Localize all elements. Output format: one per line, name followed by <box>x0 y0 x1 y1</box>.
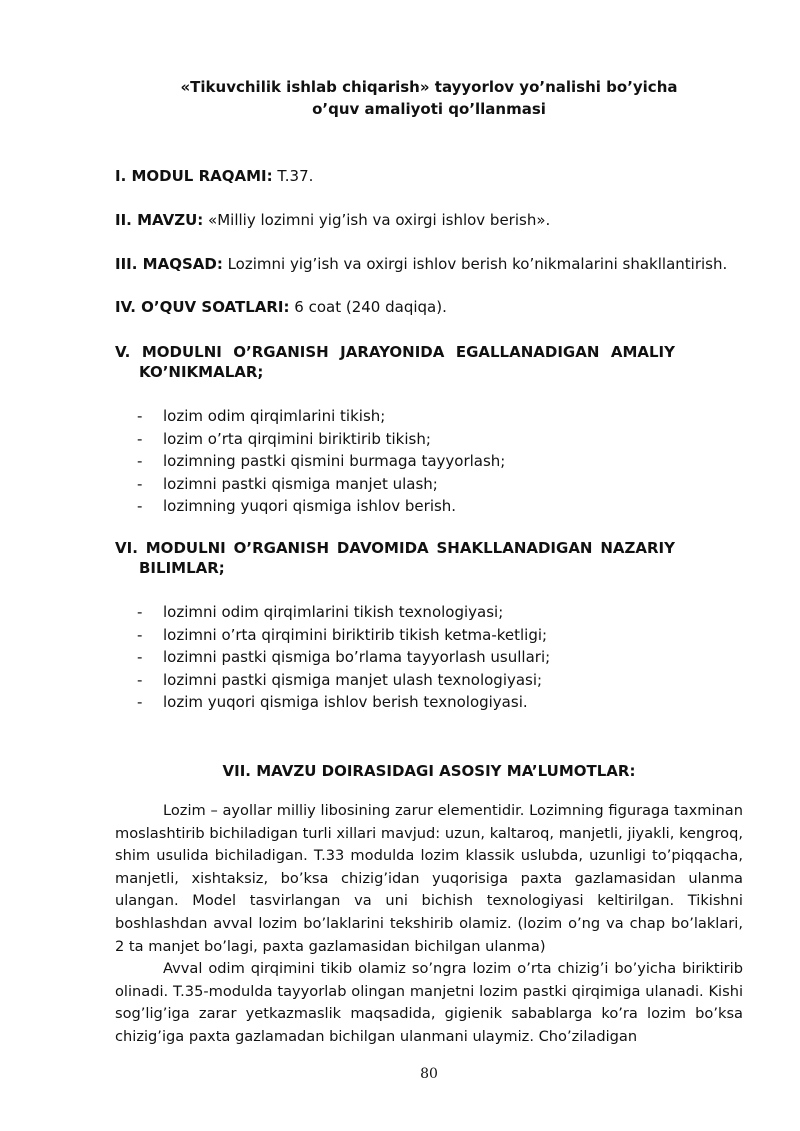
heading-line-2: KO’NIKMALAR; <box>139 363 264 381</box>
list-item-text: lozim yuqori qismiga ishlov berish texnologiyasi. <box>163 693 528 711</box>
section-value: Lozimni yig’ish va oxirgi ishlov berish ko’nikmalarini shakllantirish. <box>222 255 728 273</box>
list-item-text: lozim o’rta qirqimini biriktirib tikish; <box>163 429 431 448</box>
section-practical-skills-heading <box>115 342 675 382</box>
section-label: III. MAQSAD: <box>115 255 223 273</box>
section-goal <box>115 254 743 274</box>
dash-bullet: - <box>137 407 143 425</box>
dash-bullet: - <box>137 670 143 689</box>
dash-bullet: - <box>137 452 143 470</box>
list-item <box>137 601 550 624</box>
section-label: I. MODUL RAQAMI: <box>115 167 273 185</box>
list-item <box>137 646 550 669</box>
heading-line-2: BILIMLAR; <box>139 559 225 577</box>
list-item <box>137 495 505 518</box>
list-item-text: lozimni pastki qismiga manjet ulash texnologiyasi; <box>163 670 543 689</box>
list-item-text: lozimni odim qirqimlarini tikish texnologiyasi; <box>163 603 504 621</box>
title-line-1: «Tikuvchilik ishlab chiqarish» tayyorlov yo’nalishi bo’yicha <box>180 78 678 96</box>
heading-line-1: VI. MODULNI O’RGANISH DAVOMIDA SHAKLLANADIGAN NAZARIY <box>115 539 675 557</box>
list-item-text: lozimni pastki qismiga bo’rlama tayyorlash usullari; <box>163 648 551 666</box>
paragraph: Avval odim qirqimini tikib olamiz so’ngra lozim o’rta chizig’i bo’yicha biriktirib olinadi. T.35-modulda tayyorlab olingan manjetni lozim pastki qirqimiga ulanadi. Kishi sog’lig’iga zarar yetkazmaslik maqsadida, gigienik sabablarga ko’ra lozim bo’ksa chizig’iga paxta gazlamadan bichilgan ulanmani ulaymiz. Cho’ziladigan <box>115 960 743 1045</box>
list-item <box>137 669 550 692</box>
section-value: «Milliy lozimni yig’ish va oxirgi ishlov berish». <box>203 211 551 229</box>
title-line-2: o’quv amaliyoti qo’llanmasi <box>312 100 546 118</box>
list-item <box>137 691 550 714</box>
list-item <box>137 450 505 473</box>
theory-knowledge-list <box>137 601 550 714</box>
dash-bullet: - <box>137 497 143 515</box>
document-title <box>115 76 743 120</box>
list-item-text: lozimning pastki qismini burmaga tayyorlash; <box>163 452 506 470</box>
section-main-info-heading: VII. MAVZU DOIRASIDAGI ASOSIY MA’LUMOTLAR: <box>222 762 636 780</box>
list-item <box>137 624 550 647</box>
section-theory-knowledge-heading <box>115 538 675 578</box>
section-label: IV. O’QUV SOATLARI: <box>115 298 290 316</box>
body-text <box>115 800 743 1049</box>
paragraph: Lozim – ayollar milliy libosining zarur elementidir. Lozimning figuraga taxminan moslashtirib bichiladigan turli xillari mavjud: uzun, kaltaroq, manjetli, jiyakli, kengroq, shim usulida bichiladigan. T.33 modulda lozim klassik uslubda, uzunligi to’piqqacha, manjetli, xishtaksiz, bo’ksa chizig’idan yuqorisiga paxta gazlamasidan ulanma ulangan. Model tasvirlangan va uni bichish texnologiyasi keltirilgan. Tikishni boshlashdan avval lozim bo’laklarini tekshirib olamiz. (lozim o’ng va chap bo’laklari, 2 ta manjet bo’lagi, paxta gazlamasidan bichilgan ulanma) <box>115 802 743 955</box>
list-item-text: lozimni o’rta qirqimini biriktirib tikish ketma-ketligi; <box>163 625 548 644</box>
list-item-text: lozimning yuqori qismiga ishlov berish. <box>163 497 457 515</box>
list-item-text: lozim odim qirqimlarini tikish; <box>163 407 386 425</box>
section-module-number <box>115 166 743 186</box>
section-label: II. MAVZU: <box>115 211 204 229</box>
dash-bullet: - <box>137 693 143 711</box>
section-value: T.37. <box>272 167 314 185</box>
list-item <box>137 405 505 428</box>
section-hours <box>115 297 743 317</box>
practical-skills-list <box>137 405 505 518</box>
list-item <box>137 428 505 451</box>
section-value: 6 соat (240 daqiqa). <box>289 298 447 316</box>
dash-bullet: - <box>137 625 143 644</box>
dash-bullet: - <box>137 429 143 448</box>
list-item <box>137 473 505 496</box>
dash-bullet: - <box>137 603 143 621</box>
dash-bullet: - <box>137 474 143 493</box>
section-topic <box>115 210 743 230</box>
dash-bullet: - <box>137 648 143 666</box>
list-item-text: lozimni pastki qismiga manjet ulash; <box>163 474 438 493</box>
page-number: 80 <box>420 1066 438 1082</box>
heading-line-1: V. MODULNI O’RGANISH JARAYONIDA EGALLANADIGAN AMALIY <box>115 343 675 361</box>
